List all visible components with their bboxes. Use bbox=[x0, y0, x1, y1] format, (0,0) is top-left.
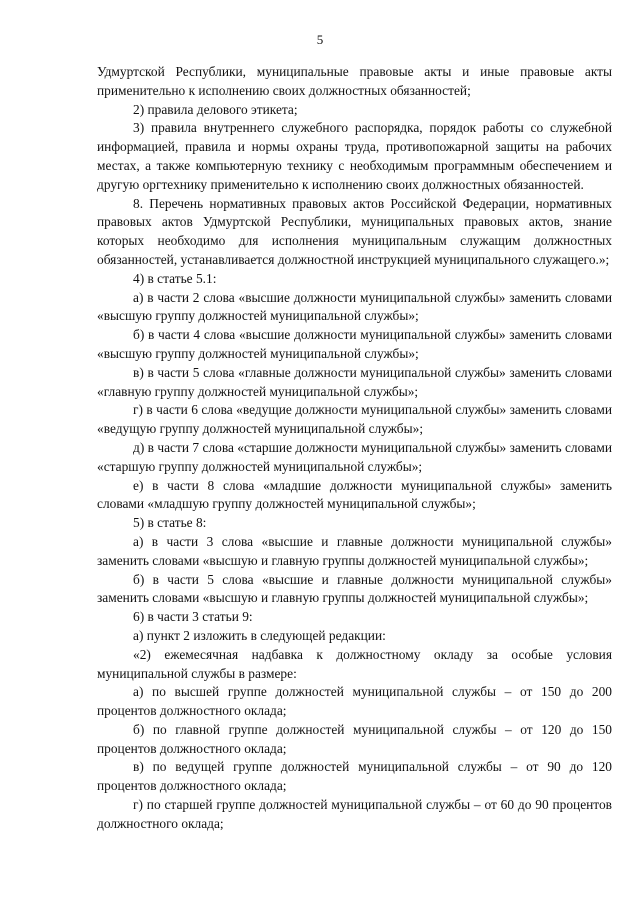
paragraph: 2) правила делового этикета; bbox=[133, 101, 298, 117]
paragraph: 3) правила внутреннего служебного распорядка, порядок работы со служебной информацией, правила и нормы охраны труда, противопожарной защиты на рабочих местах, а также компьютерную технику с необходимым программным обеспечением и другую оргтехнику применительно к исполнению своих должностных обязанностей. bbox=[97, 120, 612, 192]
paragraph: г) по старшей группе должностей муниципальной службы – от 60 до 90 процентов должностного оклада; bbox=[97, 797, 612, 831]
paragraph: «2) ежемесячная надбавка к должностному окладу за особые условия муниципальной службы в размере: bbox=[97, 646, 612, 681]
paragraph: 4) в статье 5.1: bbox=[133, 270, 217, 286]
document-body bbox=[97, 63, 612, 834]
paragraph: 5) в статье 8: bbox=[133, 515, 207, 531]
paragraph: а) пункт 2 изложить в следующей редакции: bbox=[133, 627, 386, 643]
paragraph: б) в части 5 слова «высшие и главные должности муниципальной службы» заменить словами «высшую и главную группы должностей муниципальной службы»; bbox=[97, 571, 612, 606]
paragraph: б) в части 4 слова «высшие должности муниципальной службы» заменить словами «высшую группу должностей муниципальной службы»; bbox=[97, 327, 612, 361]
paragraph: д) в части 7 слова «старшие должности муниципальной службы» заменить словами «старшую группу должностей муниципальной службы»; bbox=[97, 439, 612, 474]
paragraph: а) по высшей группе должностей муниципальной службы – от 150 до 200 процентов должностного оклада; bbox=[97, 684, 612, 719]
paragraph: а) в части 3 слова «высшие и главные должности муниципальной службы» заменить словами «высшую и главную группы должностей муниципальной службы»; bbox=[97, 533, 612, 568]
paragraph: б) по главной группе должностей муниципальной службы – от 120 до 150 процентов должностного оклада; bbox=[97, 721, 612, 756]
paragraph: 8. Перечень нормативных правовых актов Российской Федерации, нормативных правовых актов Удмуртской Республики, муниципальных правовых актов, знание которых необходимо для исполнения муниципальным служащим должностных обязанностей, устанавливается должностной инструкцией муниципального служащего.»; bbox=[97, 195, 612, 267]
paragraph-continuation: Удмуртской Республики, муниципальные правовые акты и иные правовые акты применительно к исполнению своих должностных обязанностей; bbox=[97, 64, 612, 98]
paragraph: 6) в части 3 статьи 9: bbox=[133, 609, 253, 625]
paragraph: е) в части 8 слова «младшие должности муниципальной службы» заменить словами «младшую группу должностей муниципальной службы»; bbox=[97, 477, 612, 512]
paragraph: в) в части 5 слова «главные должности муниципальной службы» заменить словами «главную группу должностей муниципальной службы»; bbox=[97, 364, 612, 399]
paragraph: в) по ведущей группе должностей муниципальной службы – от 90 до 120 процентов должностного оклада; bbox=[97, 759, 612, 794]
paragraph: г) в части 6 слова «ведущие должности муниципальной службы» заменить словами «ведущую группу должностей муниципальной службы»; bbox=[97, 402, 612, 437]
page-number: 5 bbox=[316, 32, 324, 47]
paragraph: а) в части 2 слова «высшие должности муниципальной службы» заменить словами «высшую группу должностей муниципальной службы»; bbox=[97, 289, 612, 324]
